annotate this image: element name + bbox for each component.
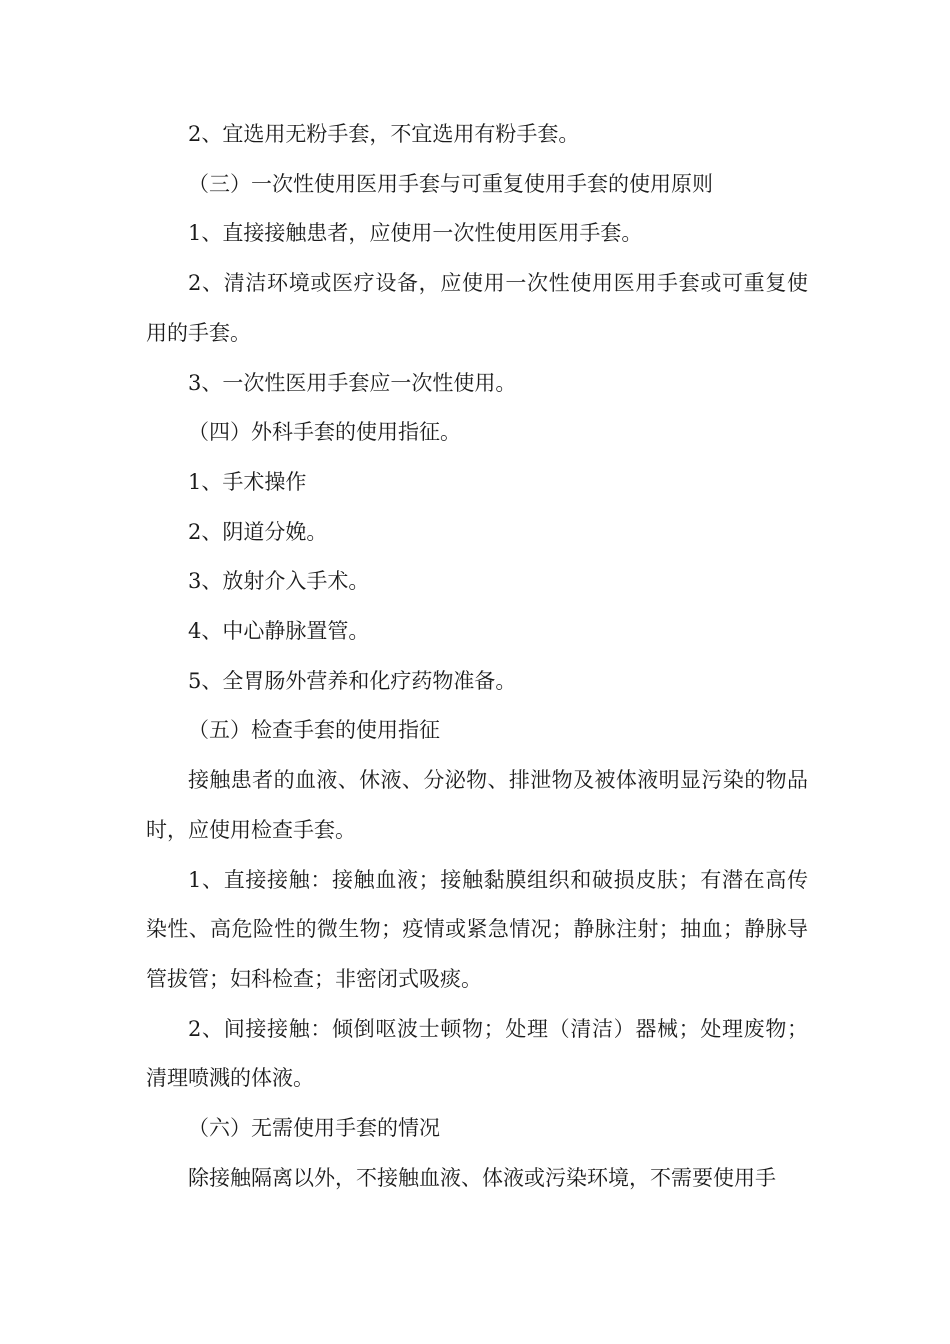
paragraph-no-gloves-needed: 除接触隔离以外，不接触血液、体液或污染环境，不需要使用手 [188, 1165, 776, 1190]
paragraph-exam-gloves-intro: 接触患者的血液、休液、分泌物、排泄物及被体液明显污染的物品时，应使用检查手套。 [146, 768, 808, 842]
heading-surgical-gloves: （四）外科手套的使用指征。 [188, 420, 461, 445]
heading-disposable-vs-reusable: （三）一次性使用医用手套与可重复使用手套的使用原则 [188, 171, 713, 196]
paragraph-single-use: 3、一次性医用手套应一次性使用。 [188, 370, 517, 395]
paragraph-parenteral-nutrition: 5、全胃肠外营养和化疗药物准备。 [188, 668, 517, 693]
heading-no-gloves: （六）无需使用手套的情况 [188, 1116, 440, 1141]
paragraph-clean-environment: 2、清洁环境或医疗设备，应使用一次性使用医用手套或可重复使用的手套。 [146, 271, 808, 345]
paragraph-direct-contact: 1、直接接触：接触血液；接触黏膜组织和破损皮肤；有潜在高传染性、高危险性的微生物；疫情或紧急情况；静脉注射；抽血；静脉导管拔管；妇科检查；非密闭式吸痰。 [146, 867, 808, 991]
heading-exam-gloves: （五）检查手套的使用指征 [188, 718, 440, 743]
paragraph-interventional: 3、放射介入手术。 [188, 569, 370, 594]
paragraph-central-venous: 4、中心静脉置管。 [188, 619, 370, 644]
paragraph-glove-powder: 2、宜选用无粉手套，不宜选用有粉手套。 [188, 122, 580, 146]
paragraph-direct-contact-patient: 1、直接接触患者，应使用一次性使用医用手套。 [188, 221, 643, 246]
paragraph-surgery: 1、手术操作 [188, 469, 307, 494]
document-page [146, 110, 808, 1203]
paragraph-vaginal-delivery: 2、阴道分娩。 [188, 519, 328, 544]
paragraph-indirect-contact: 2、间接接触：倾倒呕波士顿物；处理（清洁）器械；处理废物；清理喷溅的体液。 [146, 1016, 808, 1091]
